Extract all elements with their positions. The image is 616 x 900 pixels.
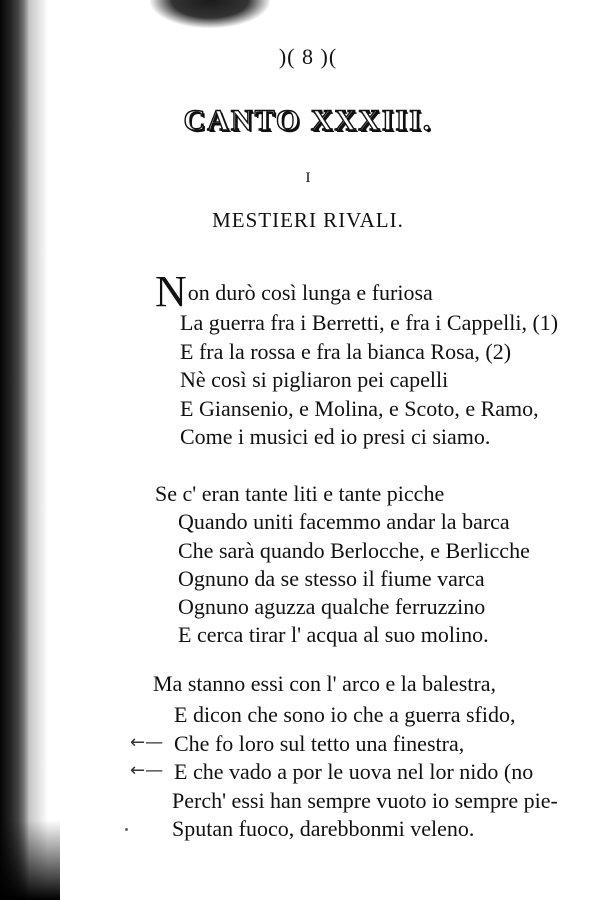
poem-line: E Giansenio, e Molina, e Scoto, e Ramo, (180, 396, 539, 421)
poem-line: Sputan fuoco, darebbonmi veleno. (172, 816, 475, 841)
poem-line: Che fo loro sul tetto una finestra, (174, 731, 465, 756)
poem-line: E dicon che sono io che a guerra sfido, (174, 702, 516, 727)
poem-line: Quando uniti facemmo andar la barca (178, 509, 510, 534)
poem-line: La guerra fra i Berretti, e fra i Cappelli, (1) (180, 310, 559, 335)
poem-line: Ma stanno essi con l' arco e la balestra, (153, 671, 497, 696)
page-number: )( 8 )( (278, 44, 338, 69)
scan-blot (150, 0, 270, 28)
poem-line: Come i musici ed io presi ci siamo. (180, 424, 491, 449)
poem-line: Ognuno aguzza qualche ferruzzino (178, 594, 486, 619)
poem-line: Se c' eran tante liti e tante picche (155, 481, 445, 506)
margin-arrow-icon: ←— (130, 760, 164, 781)
ink-speck (125, 828, 128, 831)
corner-shadow (0, 820, 60, 900)
drop-cap: N (155, 267, 187, 316)
poem-line: E che vado a por le uova nel lor nido (no (174, 759, 534, 784)
poem-line (155, 267, 433, 316)
poem-line: Che sarà quando Berlocche, e Berlicche (178, 538, 530, 563)
poem-line-text: on durò così lunga e furiosa (187, 280, 433, 305)
poem-line: E cerca tirar l' acqua al suo molino. (178, 622, 489, 647)
poem-line: Nè così si pigliaron pei capelli (180, 367, 449, 392)
canto-title: CANTO XXXIII. (183, 104, 433, 137)
section-title: MESTIERI RIVALI. (212, 208, 404, 232)
margin-arrow-icon: ←— (130, 732, 164, 753)
section-numeral: I (305, 170, 311, 186)
poem-line: Perch' essi han sempre vuoto io sempre pie- (172, 788, 558, 813)
poem-line: Ognuno da se stesso il fiume varca (178, 566, 485, 591)
poem-line: E fra la rossa e fra la bianca Rosa, (2) (180, 339, 512, 364)
